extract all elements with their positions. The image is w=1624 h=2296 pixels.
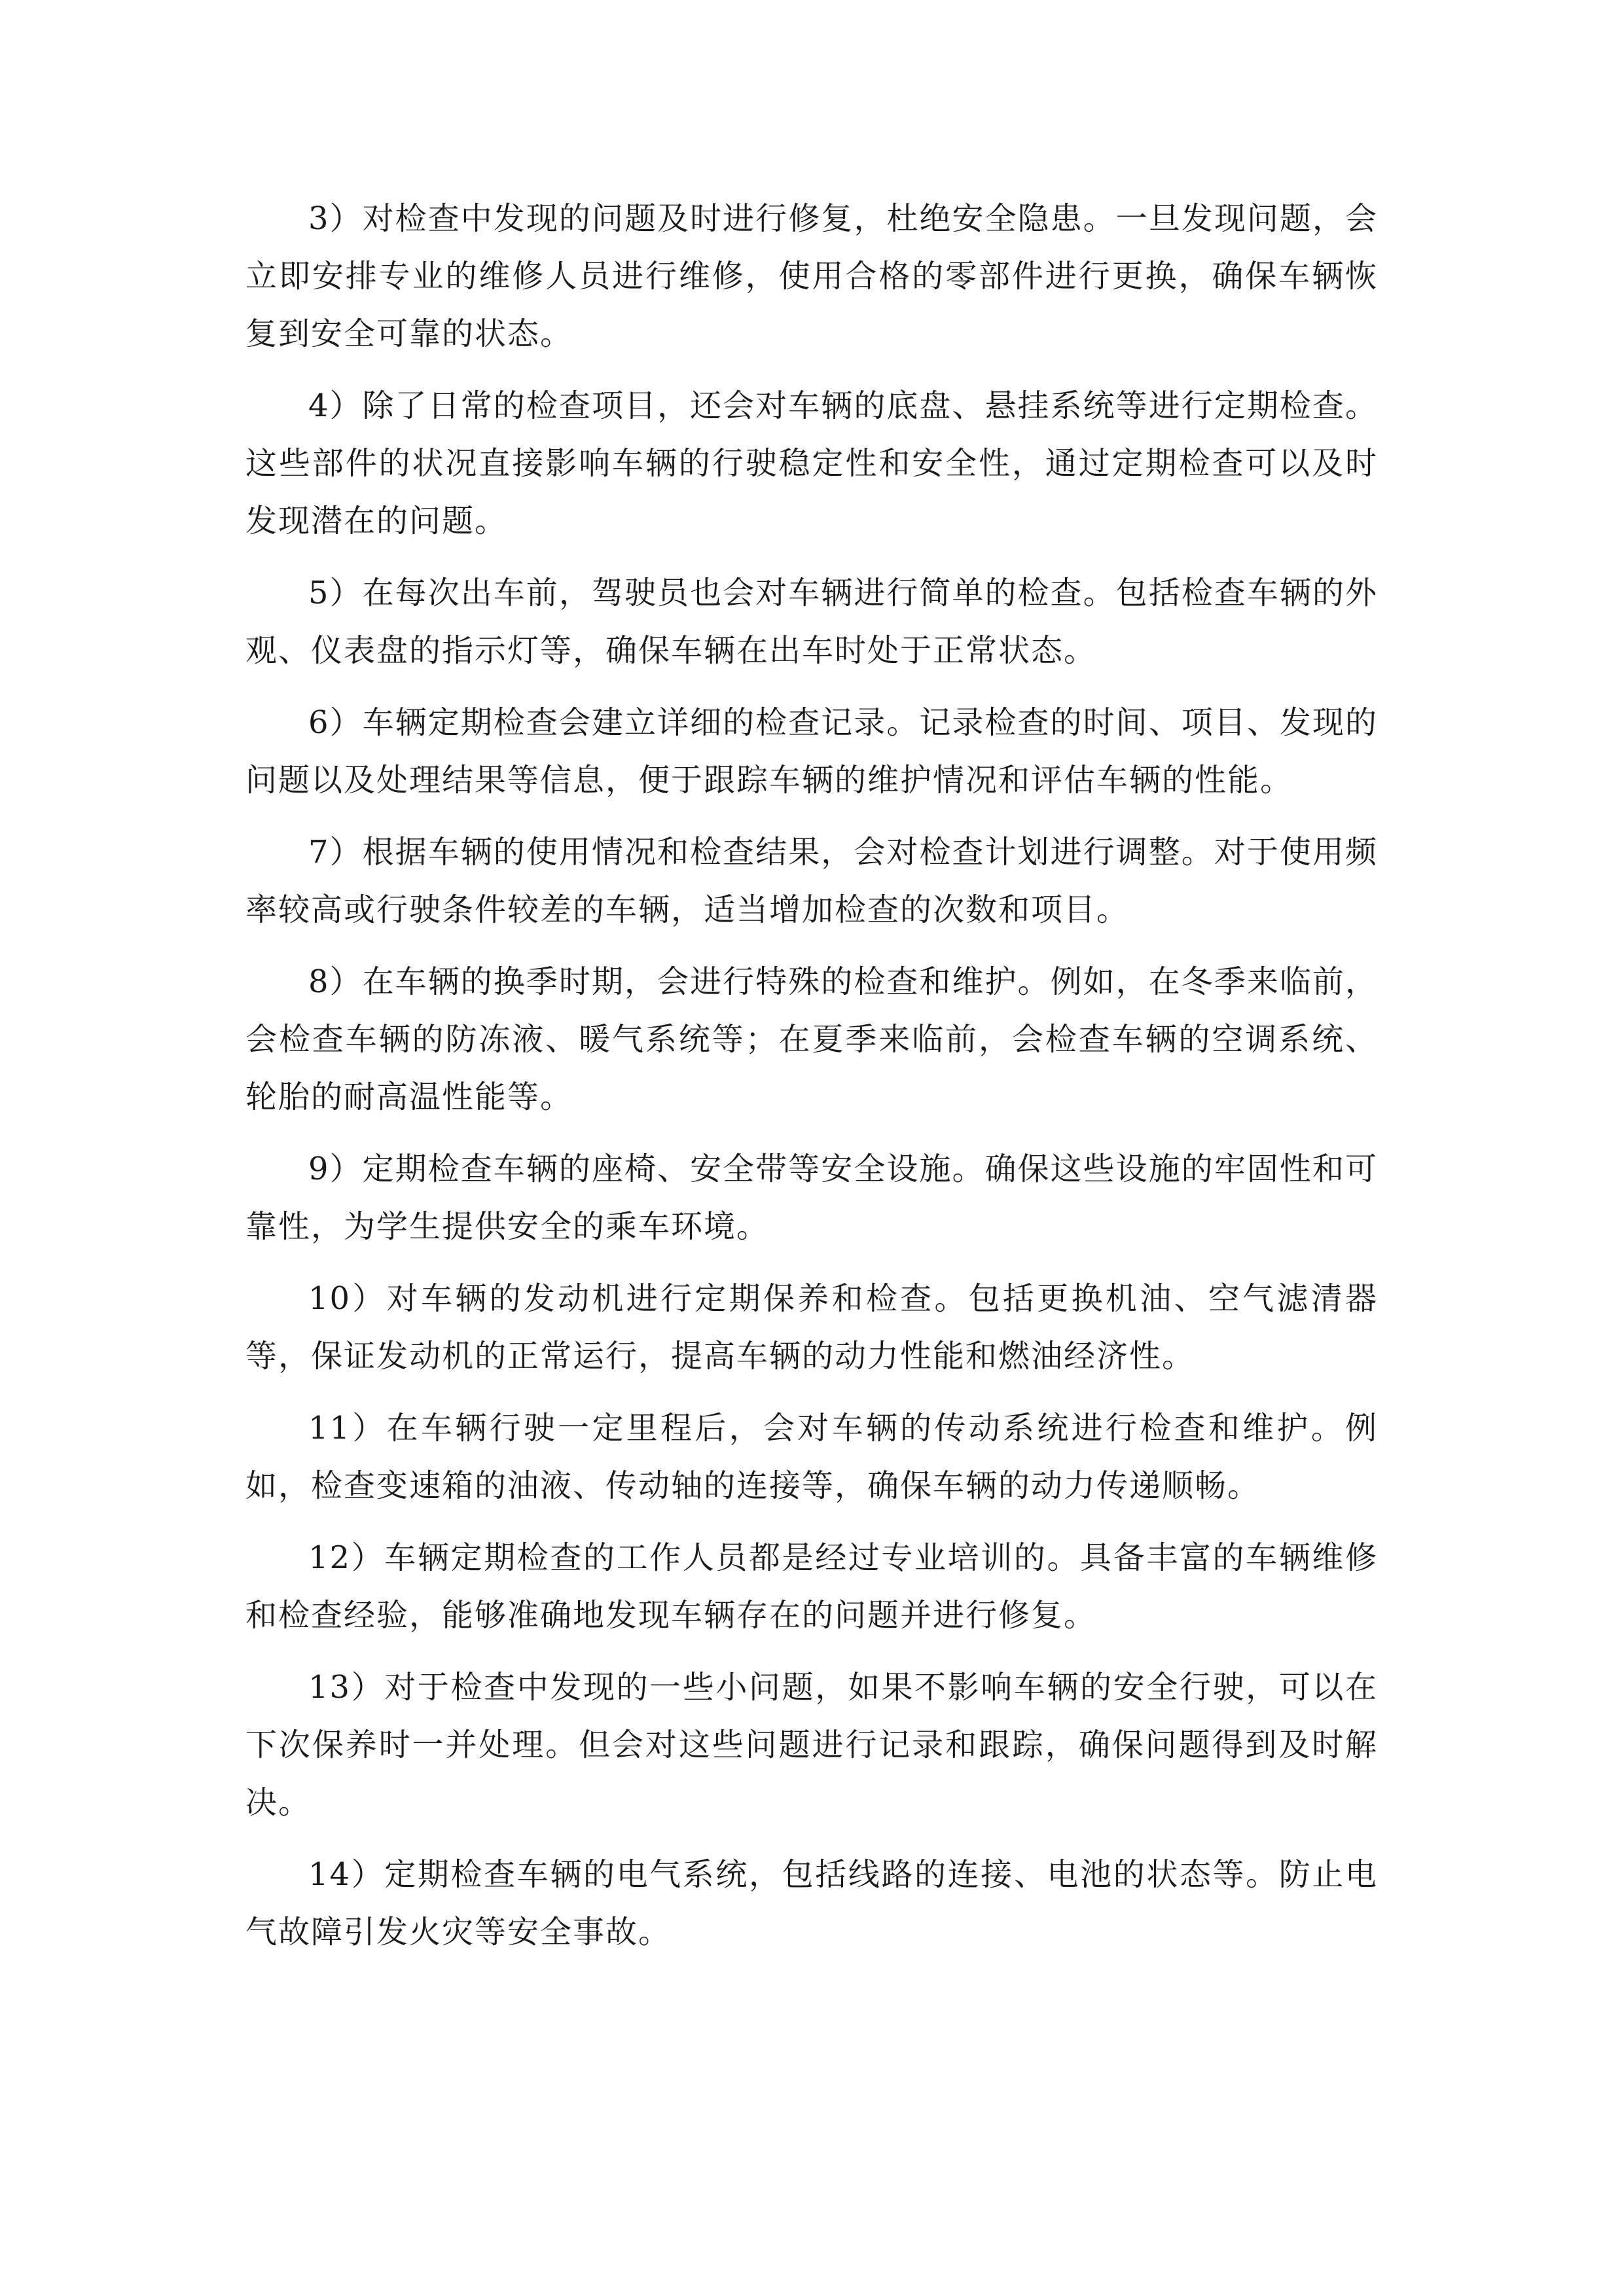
paragraph-item-11: 11）在车辆行驶一定里程后，会对车辆的传动系统进行检查和维护。例如，检查变速箱的油液、传动轴的连接等，确保车辆的动力传递顺畅。	[245, 1410, 1378, 1504]
paragraph-item-9: 9）定期检查车辆的座椅、安全带等安全设施。确保这些设施的牢固性和可靠性，为学生提供安全的乘车环境。	[245, 1151, 1378, 1245]
paragraph-item-3: 3）对检查中发现的问题及时进行修复，杜绝安全隐患。一旦发现问题，会立即安排专业的维修人员进行维修，使用合格的零部件进行更换，确保车辆恢复到安全可靠的状态。	[245, 200, 1378, 352]
paragraph-item-4: 4）除了日常的检查项目，还会对车辆的底盘、悬挂系统等进行定期检查。这些部件的状况直接影响车辆的行驶稳定性和安全性，通过定期检查可以及时发现潜在的问题。	[245, 387, 1378, 539]
paragraph-item-5: 5）在每次出车前，驾驶员也会对车辆进行简单的检查。包括检查车辆的外观、仪表盘的指示灯等，确保车辆在出车时处于正常状态。	[245, 575, 1378, 669]
paragraph-item-13: 13）对于检查中发现的一些小问题，如果不影响车辆的安全行驶，可以在下次保养时一并处理。但会对这些问题进行记录和跟踪，确保问题得到及时解决。	[245, 1669, 1378, 1821]
paragraph-item-6: 6）车辆定期检查会建立详细的检查记录。记录检查的时间、项目、发现的问题以及处理结果等信息，便于跟踪车辆的维护情况和评估车辆的性能。	[245, 704, 1378, 798]
paragraph-item-14: 14）定期检查车辆的电气系统，包括线路的连接、电池的状态等。防止电气故障引发火灾等安全事故。	[245, 1856, 1378, 1950]
document-body	[245, 190, 1378, 1975]
paragraph-item-10: 10）对车辆的发动机进行定期保养和检查。包括更换机油、空气滤清器等，保证发动机的正常运行，提高车辆的动力性能和燃油经济性。	[245, 1280, 1378, 1374]
paragraph-item-12: 12）车辆定期检查的工作人员都是经过专业培训的。具备丰富的车辆维修和检查经验，能够准确地发现车辆存在的问题并进行修复。	[245, 1539, 1378, 1634]
paragraph-item-7: 7）根据车辆的使用情况和检查结果，会对检查计划进行调整。对于使用频率较高或行驶条件较差的车辆，适当增加检查的次数和项目。	[245, 834, 1378, 928]
paragraph-item-8: 8）在车辆的换季时期，会进行特殊的检查和维护。例如，在冬季来临前，会检查车辆的防冻液、暖气系统等；在夏季来临前，会检查车辆的空调系统、轮胎的耐高温性能等。	[245, 963, 1378, 1115]
